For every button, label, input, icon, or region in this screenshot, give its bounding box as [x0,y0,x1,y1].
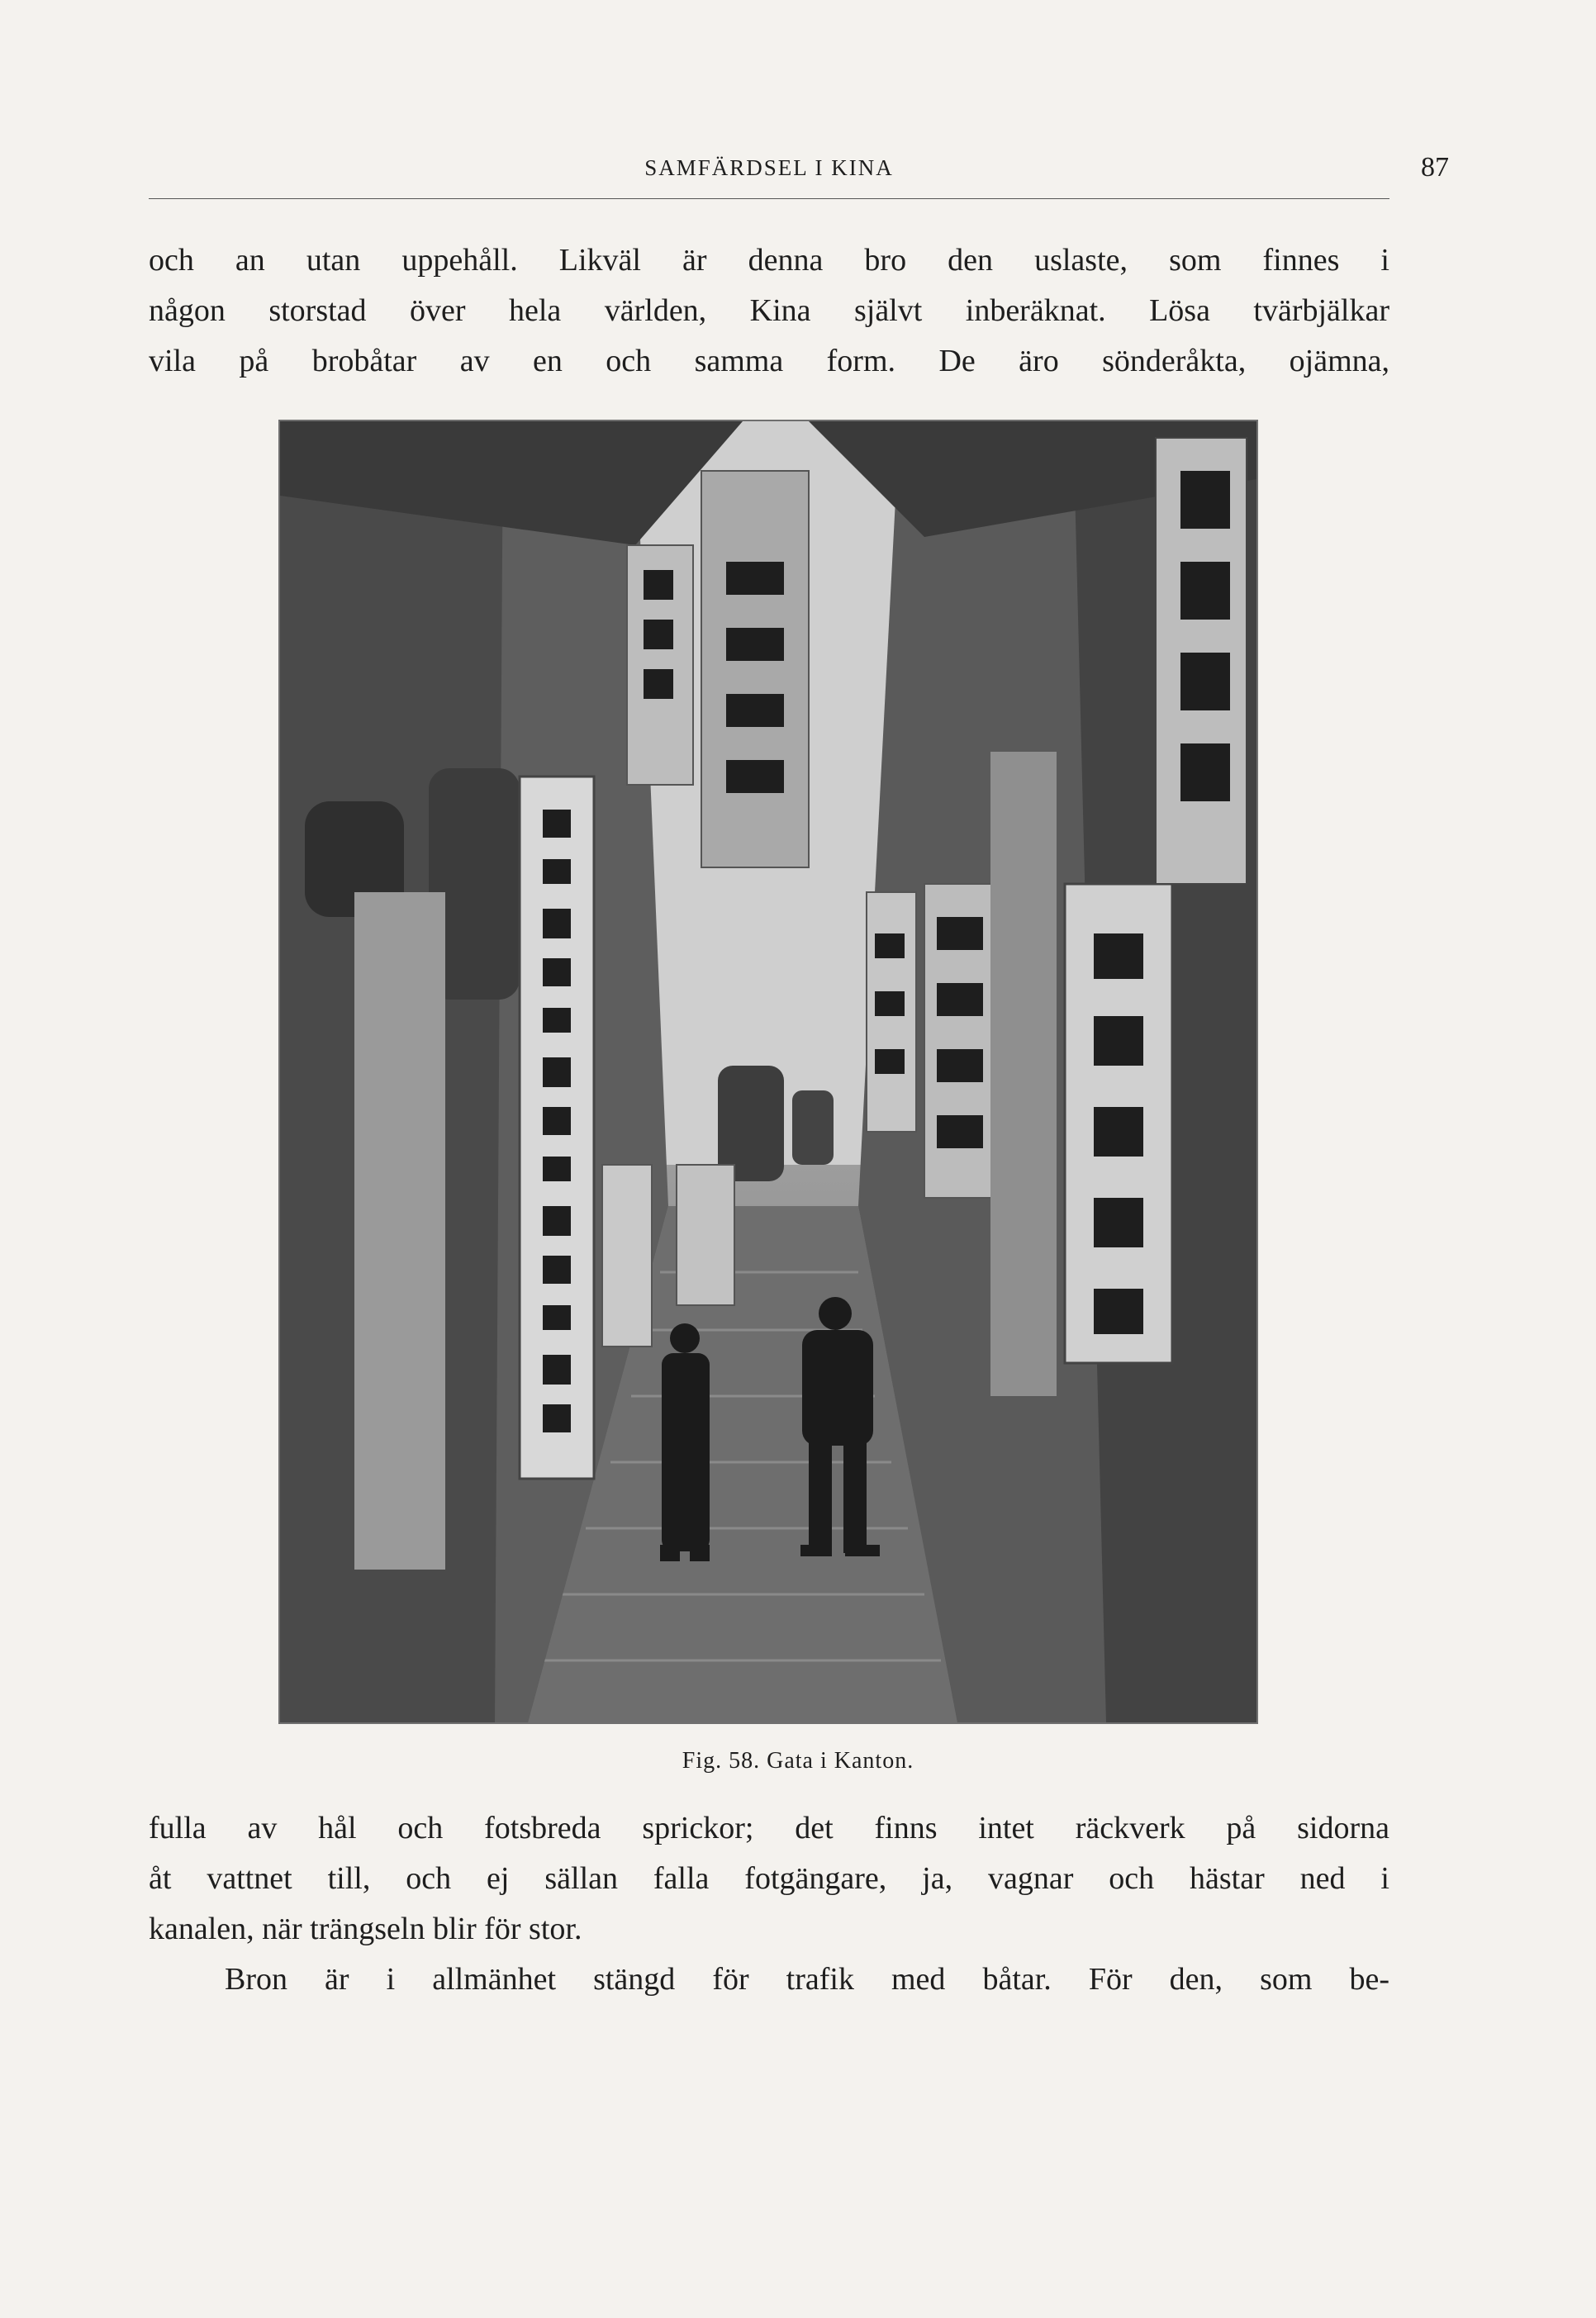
text-line: vila på brobåtar av en och samma form. De äro sönderåkta, ojämna, [149,344,1389,378]
text-line: kanalen, när trängseln blir för stor. [149,1912,582,1946]
text-line: fulla av hål och fotsbreda sprickor; det finns intet räckverk på sidorna [149,1811,1389,1845]
signboard [677,1165,734,1305]
header-rule [149,198,1389,199]
body-text-bottom [149,1803,1389,2005]
text-line: någon storstad över hela världen, Kina självt inberäknat. Lösa tvärbjälkar [149,293,1389,328]
page-number: 87 [1421,152,1449,183]
lantern [792,1090,834,1165]
signboard [990,752,1057,1396]
text-line: åt vattnet till, och ej sällan falla fotgängare, ja, vagnar och hästar ned i [149,1861,1389,1896]
text-line: Bron är i allmänhet stängd för trafik med båtar. För den, som be- [225,1962,1389,1997]
street-photograph [278,420,1258,1724]
signboard [701,471,809,867]
figure-caption: Fig. 58. Gata i Kanton. [682,1748,914,1774]
body-text-top [149,235,1389,387]
page-header [149,152,1449,197]
signboard [354,892,445,1570]
running-title: SAMFÄRDSEL I KINA [644,155,894,180]
street-photo-illustration [280,421,1256,1722]
signboard [602,1165,652,1347]
text-line: och an utan uppehåll. Likväl är denna bro den uslaste, som finnes i [149,243,1389,278]
